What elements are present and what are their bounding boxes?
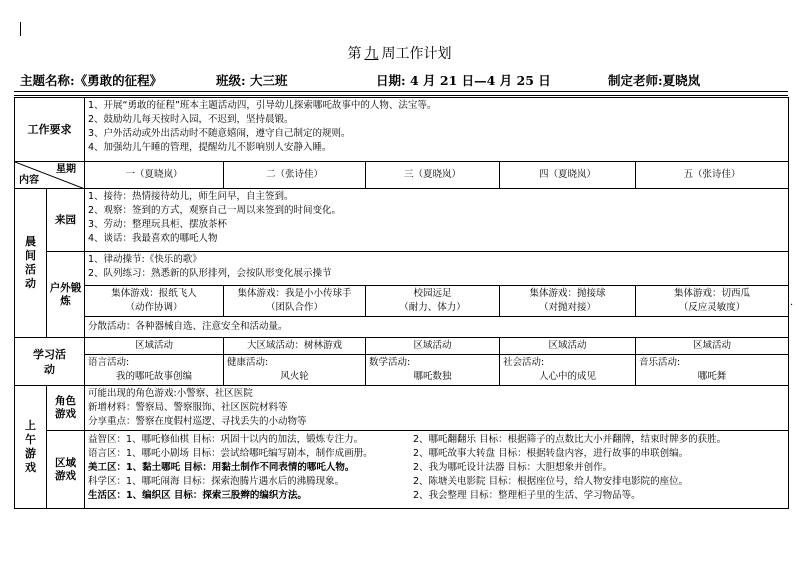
area-game-a: 语言区：1、哪吒小剧场 目标：尝试给哪吒编写剧本，制作成画册。 <box>88 448 373 459</box>
learning-areas-row <box>15 338 789 355</box>
requirements-label: 工作要求 <box>15 98 85 162</box>
requirement-line: 2、鼓励幼儿每天按时入园，不迟到，坚持晨锻。 <box>88 114 294 125</box>
area-game-line <box>88 489 785 503</box>
lesson-name: 哪吒舞 <box>697 371 727 382</box>
area-game-line <box>88 447 785 461</box>
outdoor-game-wed[interactable] <box>366 286 500 317</box>
theme-value: 《勇敢的征程》 <box>74 73 163 88</box>
outdoor-line: 2、队列练习：熟悉新的队形排列，会按队形变化展示操节 <box>88 268 332 279</box>
outdoor-game-tue[interactable] <box>224 286 366 317</box>
game-name: 集体游戏：我是小小传球手 <box>237 288 352 299</box>
outdoor-label: 户外锻炼 <box>47 252 85 338</box>
diagonal-header-cell <box>15 162 85 189</box>
role-play-line: 可能出现的角色游戏:小警察、社区医院 <box>88 388 253 399</box>
role-play-line: 新增材料：警察局、警察服饰、社区医院材料等 <box>88 402 288 413</box>
day-header-wed[interactable]: 三（夏晓岚） <box>366 162 500 189</box>
morning-activity-label <box>15 189 47 338</box>
area-game-b: 2、哪吒翻翻乐 目标：根据筛子的点数比大小并翻牌，结束时牌多的获胜。 <box>413 434 727 445</box>
outdoor-drill-row <box>15 252 789 286</box>
outdoor-game-mon[interactable] <box>85 286 224 317</box>
day-header-thu[interactable]: 四（夏晓岚） <box>500 162 636 189</box>
arrival-line: 4、谈话：我最喜欢的哪吒人物 <box>88 233 218 244</box>
learning-area-fri[interactable]: 区域活动 <box>636 338 789 355</box>
area-game-b: 2、哪吒故事大转盘 目标：根据转盘内容，进行故事的串联创编。 <box>413 448 689 459</box>
game-goal: （团队合作） <box>265 302 323 313</box>
arrival-line: 2、观察：签到的方式，观察自己一周以来签到的时间变化。 <box>88 205 342 216</box>
area-game-b: 2、我会整理 目标：整理柜子里的生活、学习物品等。 <box>413 490 641 501</box>
learning-area-thu[interactable]: 区域活动 <box>500 338 636 355</box>
role-play-text: 角色游戏 <box>55 395 76 420</box>
day-header-row <box>15 162 789 189</box>
lesson-name: 风火轮 <box>280 371 309 382</box>
class-label: 班级: <box>216 73 246 88</box>
week-number[interactable]: 九 <box>364 46 379 62</box>
forenoon-game-text: 上午游戏 <box>25 419 36 474</box>
lesson-type: 社会活动: <box>503 357 545 368</box>
forenoon-game-label <box>15 386 47 509</box>
title-prefix: 第 <box>347 46 362 62</box>
area-game-content[interactable] <box>85 431 789 509</box>
game-name: 集体游戏：切西瓜 <box>673 288 750 299</box>
header-rule <box>14 91 788 96</box>
requirement-line: 4、加强幼儿午睡的管理，提醒幼儿不影响别人安静入睡。 <box>88 142 332 153</box>
teacher-label: 制定老师: <box>608 73 663 88</box>
date-label: 日期: <box>376 73 406 88</box>
lesson-type: 健康活动: <box>227 357 269 368</box>
area-game-text: 区域游戏 <box>55 456 76 482</box>
lesson-thu[interactable] <box>500 355 636 386</box>
learning-area-wed[interactable]: 区域活动 <box>366 338 500 355</box>
lessons-row <box>15 355 789 386</box>
day-header-fri[interactable]: 五（张诗佳） <box>636 162 789 189</box>
lesson-name: 人心中的成见 <box>538 371 596 382</box>
game-goal: （对抛对接） <box>538 302 596 313</box>
outdoor-games-row <box>15 286 789 317</box>
weekly-plan-table <box>14 97 789 509</box>
game-goal: （反应灵敏度） <box>678 302 746 313</box>
free-activity-content[interactable]: 分散活动：各种器械自选、注意安全和活动量。 <box>85 317 789 338</box>
area-game-a: 生活区：1、编织区 目标：探索三股辫的编织方法。 <box>88 490 307 501</box>
outdoor-line: 1、律动操节:《快乐的歌》 <box>88 254 202 265</box>
learning-area-mon[interactable]: 区域活动 <box>85 338 224 355</box>
text-cursor <box>20 22 21 36</box>
lesson-type: 数学活动: <box>369 357 411 368</box>
arrival-line: 1、接待：热情接待幼儿，师生问早，自主签到。 <box>88 191 294 202</box>
teacher-value: 夏晓岚 <box>662 73 701 88</box>
requirement-line: 1、开展“勇敢的征程”班本主题活动四，引导幼儿探索哪吒故事中的人物、法宝等。 <box>88 100 437 111</box>
game-name: 集体游戏：报纸飞人 <box>111 288 197 299</box>
class-value: 大三班 <box>249 73 288 88</box>
day-header-tue[interactable]: 二（张诗佳） <box>224 162 366 189</box>
lesson-type: 音乐活动: <box>639 357 681 368</box>
free-activity-row <box>15 317 789 338</box>
lesson-mon[interactable] <box>85 355 224 386</box>
teacher-field <box>608 71 700 89</box>
game-goal: （动作协调） <box>125 302 183 313</box>
outdoor-game-fri[interactable] <box>636 286 789 317</box>
lesson-wed[interactable] <box>366 355 500 386</box>
role-play-line: 分享重点：警察在度假村巡逻、寻找丢失的小动物等 <box>88 416 307 427</box>
lesson-type: 语言活动: <box>88 357 130 368</box>
area-game-b: 2、我为哪吒设计法器 目标：大胆想象并创作。 <box>413 462 613 473</box>
arrival-content[interactable] <box>85 189 789 252</box>
arrival-label: 来园 <box>47 189 85 252</box>
role-play-row <box>15 386 789 431</box>
role-play-label <box>47 386 85 431</box>
class-field <box>216 71 288 89</box>
day-header-mon[interactable]: 一（夏晓岚） <box>85 162 224 189</box>
area-game-a: 科学区：1、哪吒闹海 目标：探索泡腾片遇水后的沸腾现象。 <box>88 476 345 487</box>
theme-label: 主题名称: <box>20 73 75 88</box>
outdoor-drill-content[interactable] <box>85 252 789 286</box>
arrival-row <box>15 189 789 252</box>
lesson-name: 哪吒数独 <box>413 371 452 382</box>
outdoor-game-thu[interactable] <box>500 286 636 317</box>
title-suffix: 周工作计划 <box>381 46 452 62</box>
learning-activity-text: 学习活动 <box>33 347 66 376</box>
area-game-line <box>88 475 785 489</box>
area-game-b: 2、陈塘关电影院 目标：根据座位号，给人物安排电影院的座位。 <box>413 476 689 487</box>
game-name: 校园远足 <box>413 288 452 299</box>
page-title <box>0 43 799 63</box>
area-game-line <box>88 433 785 447</box>
area-game-a: 益智区：1、哪吒修仙棋 目标：巩固十以内的加法，锻炼专注力。 <box>88 434 364 445</box>
arrival-line: 3、劳动：整理玩具柜、摆放茶杯 <box>88 219 228 230</box>
page-edge-marker: · <box>790 300 794 311</box>
area-game-label <box>47 431 85 509</box>
area-game-line <box>88 461 785 475</box>
theme-field <box>20 71 162 89</box>
area-game-a: 美工区：1、黏土哪吒 目标：用黏土制作不同表情的哪吒人物。 <box>88 462 355 473</box>
lesson-tue[interactable] <box>224 355 366 386</box>
lesson-fri[interactable] <box>636 355 789 386</box>
date-field <box>376 71 551 89</box>
requirement-line: 3、户外活动或外出活动时不随意嬉闹，遵守自己制定的规则。 <box>88 128 351 139</box>
weekday-label: 星期 <box>56 164 76 175</box>
game-name: 集体游戏：抛接球 <box>529 288 606 299</box>
learning-area-tue[interactable]: 大区域活动：树林游戏 <box>224 338 366 355</box>
learning-activity-label <box>15 338 85 386</box>
content-label: 内容 <box>19 175 39 186</box>
requirements-row <box>15 98 789 162</box>
requirements-content[interactable] <box>85 98 789 162</box>
area-game-row <box>15 431 789 509</box>
date-value: 4 月 21 日—4 月 25 日 <box>409 73 551 88</box>
lesson-name: 我的哪吒故事创编 <box>115 371 192 382</box>
game-goal: （耐力、体力） <box>399 302 466 313</box>
role-play-content[interactable] <box>85 386 789 431</box>
morning-activity-text: 晨间活动 <box>25 235 36 290</box>
